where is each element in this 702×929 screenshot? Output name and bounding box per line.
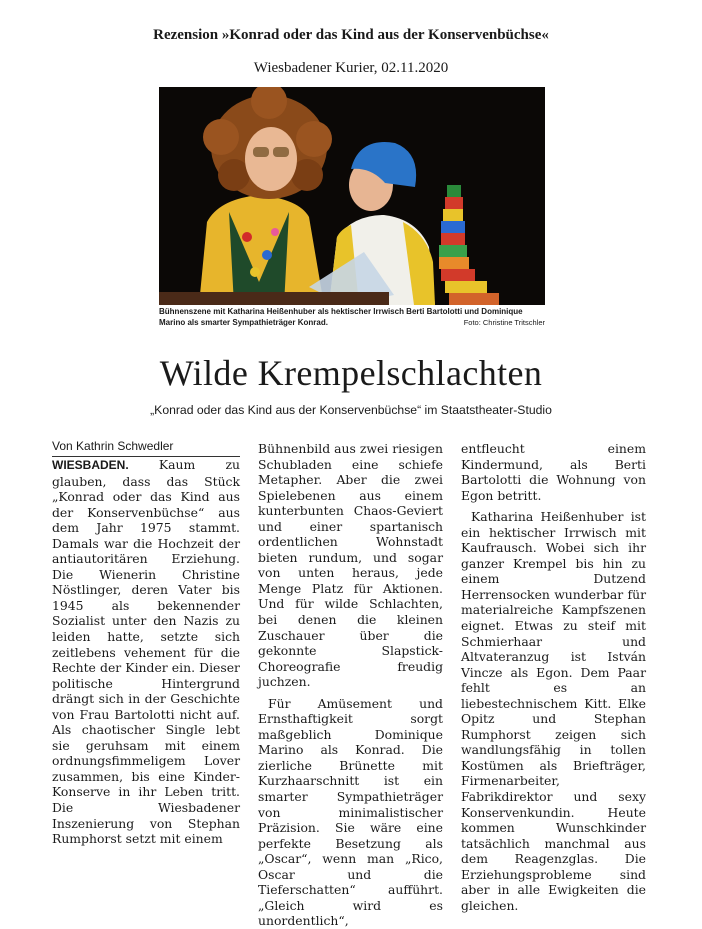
photo-credit: Foto: Christine Tritschler — [463, 317, 545, 327]
source-date: Wiesbadener Kurier, 02.11.2020 — [253, 60, 449, 76]
paragraph: Katharina Heißenhuber ist ein hektischer Irrwisch mit Kaufrausch. Wobei sich ihr ganzer Krempel bis hin zu einem Dutzend Herrensocken wunderbar für materialreiche Kampfszenen eignet. Etwas zu steif mit Schmierhaar und Altvateranzug ist István Vincze als Egon. Dem Paar fehlt es an liebestechnischem Kitt. Elke Opitz und Stephan Rumphorst zeigen sich wandlungsfähig in tollen Kostümen als Briefträger, Firmenarbeiter, Fabrikdirektor und sexy Konservenkundin. Heute kommen Wunschkinder tatsächlich manchmal aus dem Reagenzglas. Die Erziehungsprobleme sind aber in alle Ewigkeiten die gleichen. — [461, 509, 646, 913]
paragraph-text: Kaum zu glauben, dass das Stück „Konrad oder das Kind aus der Konservenbüchse“ aus dem Jahr 1975 stammt. Damals war die Hochzeit der antiautoritären Erziehung. Die Wienerin Christine Nöstlinger, deren Vater bis 1945 als bekennender Sozialist unter den Nazis zu leiden hatte, setzte sich zeitlebens vehement für die Rechte der Kinder ein. Dieser politische Hintergrund drängt sich in der Geschichte von Frau Bartolotti nicht auf. Als chaotischer Single lebt sie geruhsam mit einem ordnungsfimmeligem Lover zusammen, bis eine Kinder-Konserve in ihr Leben tritt. Die Wiesbadener Inszenierung von Stephan Rumphorst setzt mit einem — [52, 457, 240, 847]
dateline: WIESBADEN. — [52, 458, 129, 472]
photo-caption — [159, 307, 545, 328]
article-column-1 — [52, 457, 240, 847]
byline: Von Kathrin Schwedler — [52, 439, 174, 453]
article-column-3 — [461, 441, 646, 913]
subheadline: „Konrad oder das Kind aus der Konservenbüchse“ im Staatstheater-Studio — [150, 403, 552, 417]
paragraph: Bühnenbild aus zwei riesigen Schubladen eine schiefe Metapher. Aber die zwei Spielebenen aus einem kunterbunten Chaos-Geviert und einer spartanisch ordentlichen Wohnstadt bieten rundum, und sogar von unten heraus, jede Menge Platz für Aktionen. Und für wilde Schlachten, bei denen die kleinen Zuschauer über die gekonnte Slapstick-Choreografie freudig juchzen. — [258, 441, 443, 690]
paragraph: Für Amüsement und Ernsthaftigkeit sorgt maßgeblich Dominique Marino als Konrad. Die zierliche Brünette mit Kurzhaarschnitt ist ein smarter Sympathieträger von minimalistischer Präzision. Sie wäre eine perfekte Besetzung als „Oscar“, wenn man „Rico, Oscar und die Tieferschatten“ aufführt. „Gleich wird es unordentlich“, — [258, 695, 443, 929]
review-title: Rezension »Konrad oder das Kind aus der Konservenbüchse« — [153, 27, 549, 43]
article-column-2 — [258, 441, 443, 929]
headline: Wilde Krempelschlachten — [159, 353, 543, 393]
stage-photo — [159, 87, 545, 305]
paragraph: entfleucht einem Kindermund, als Berti Bartolotti die Wohnung von Egon betritt. — [461, 441, 646, 503]
caption-text: Bühnenszene mit Katharina Heißenhuber als hektischer Irrwisch Berti Bartolotti und Dominique Marino als smarter Sympathieträger Konrad. — [159, 307, 523, 327]
paragraph — [52, 457, 240, 847]
